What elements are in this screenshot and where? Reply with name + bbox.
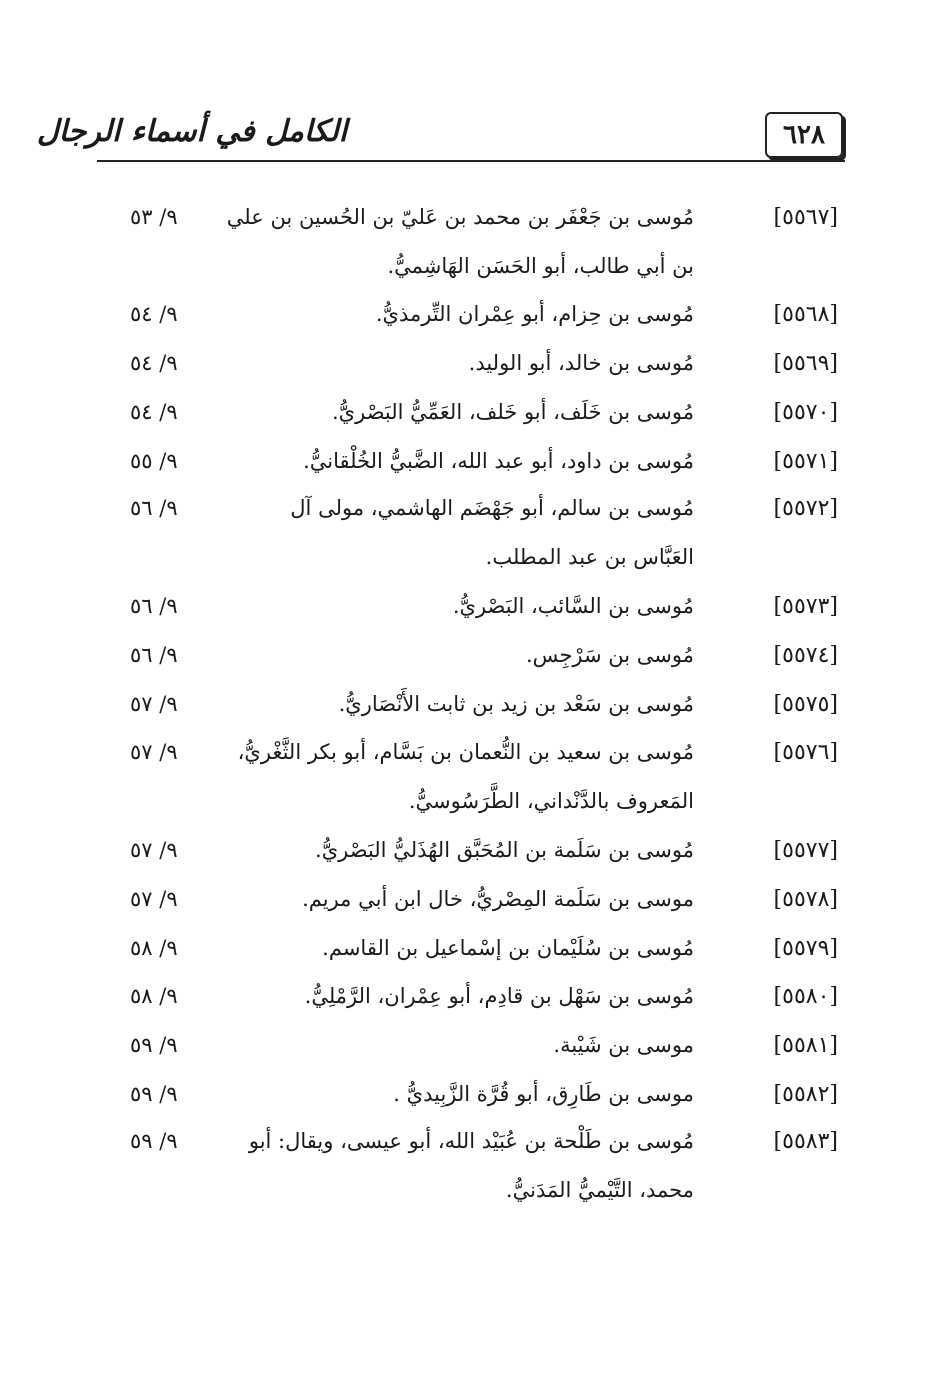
entry-code: [٥٥٧٨]: [773, 887, 838, 912]
entry-code: [٥٥٧٢]: [773, 496, 838, 521]
entry-name-line: مُوسى بن السَّائب، البَصْريُّ.: [452, 594, 694, 618]
entry-reference: ٩/ ٥٧: [130, 887, 178, 911]
entry-reference: ٩/ ٥٩: [130, 1082, 178, 1106]
entry-reference: ٩/ ٥٤: [130, 400, 178, 424]
entry-reference: ٩/ ٥٧: [130, 838, 178, 862]
entry-reference: ٩/ ٥٩: [130, 1033, 178, 1057]
entry-code: [٥٥٨٠]: [773, 984, 838, 1009]
entry-code: [٥٥٧٧]: [773, 838, 838, 863]
entry-name-line: العَبَّاس بن عبد المطلب.: [485, 545, 694, 569]
entry-name-line: موسى بن شَيْبة.: [553, 1033, 694, 1057]
entry-code: [٥٥٦٨]: [773, 302, 838, 327]
entry-name-line: مُوسى بن طَلْحة بن عُبَيْد الله، أبو عيسى، ويقال: أبو: [248, 1129, 694, 1153]
entry-reference: ٩/ ٥٧: [130, 740, 178, 764]
entry-name-line: محمد، التَّيْميُّ المَدَنيُّ.: [505, 1178, 694, 1202]
entry-reference: ٩/ ٥٦: [130, 643, 178, 667]
entry-name-line: مُوسى بن سعيد بن النُّعمان بن بَسَّام، أبو بكر الثَّغْريُّ،: [237, 740, 694, 764]
entry-name-line: مُوسى بن خَلَف، أبو خَلف، العَمِّيُّ البَصْريُّ.: [332, 400, 694, 424]
entry-name-line: مُوسى بن سالم، أبو جَهْضَم الهاشمي، مولى آل: [290, 496, 694, 520]
entry-name-line: بن أبي طالب، أبو الحَسَن الهَاشِميُّ.: [387, 254, 694, 278]
entry-name-line: مُوسى بن داود، أبو عبد الله، الضَّبيُّ الخُلْقانيُّ.: [303, 449, 694, 473]
entry-code: [٥٥٦٩]: [773, 351, 838, 376]
entry-reference: ٩/ ٥٤: [130, 302, 178, 326]
entry-name-line: مُوسى بن جَعْفَر بن محمد بن عَليّ بن الحُسين بن علي: [226, 205, 694, 229]
entry-code: [٥٥٦٧]: [773, 205, 838, 230]
entry-name-line: مُوسى بن خالد، أبو الوليد.: [468, 351, 694, 375]
entry-reference: ٩/ ٥٣: [130, 205, 178, 229]
entry-reference: ٩/ ٥٨: [130, 984, 178, 1008]
entry-name-line: موسى بن طَارِق، أبو قُرَّة الزَّبِيديُّ .: [393, 1082, 694, 1106]
entry-name-line: مُوسى بن سَهْل بن قادِم، أبو عِمْران، الرَّمْلِيُّ.: [304, 984, 694, 1008]
entry-reference: ٩/ ٥٧: [130, 692, 178, 716]
entry-reference: ٩/ ٥٦: [130, 594, 178, 618]
entry-code: [٥٥٧٥]: [773, 692, 838, 717]
entry-reference: ٩/ ٥٤: [130, 351, 178, 375]
entry-reference: ٩/ ٥٥: [130, 449, 178, 473]
entry-code: [٥٥٧٩]: [773, 936, 838, 961]
entry-name-line: مُوسى بن سَلَمة بن المُحَبَّق الهُذَليُّ البَصْريُّ.: [315, 838, 694, 862]
entry-code: [٥٥٧١]: [773, 449, 838, 474]
entry-code: [٥٥٧٦]: [773, 740, 838, 765]
entry-name-line: المَعروف بالدَّنْداني، الطَّرَسُوسيُّ.: [408, 789, 694, 813]
entry-code: [٥٥٨١]: [773, 1033, 838, 1058]
page-number: ٦٢٨: [765, 112, 843, 158]
entry-name-line: مُوسى بن سُلَيْمان بن إسْماعيل بن القاسم.: [322, 936, 694, 960]
entry-code: [٥٥٧٤]: [773, 643, 838, 668]
header-rule: [97, 160, 845, 162]
entry-code: [٥٥٧٣]: [773, 594, 838, 619]
entry-code: [٥٥٨٣]: [773, 1129, 838, 1154]
entry-code: [٥٥٨٢]: [773, 1082, 838, 1107]
entry-name-line: مُوسى بن حِزام، أبو عِمْران التِّرمذيُّ.: [375, 302, 694, 326]
entry-reference: ٩/ ٥٨: [130, 936, 178, 960]
entry-code: [٥٥٧٠]: [773, 400, 838, 425]
running-title: الكامل في أسماء الرجال: [36, 113, 348, 149]
entry-name-line: مُوسى بن سَعْد بن زيد بن ثابت الأَنْصَاريُّ.: [338, 692, 694, 716]
entry-name-line: مُوسى بن سَرْجِس.: [526, 643, 694, 667]
entry-reference: ٩/ ٥٦: [130, 496, 178, 520]
entry-reference: ٩/ ٥٩: [130, 1129, 178, 1153]
entry-name-line: موسى بن سَلَمة المِصْريُّ، خال ابن أبي مريم.: [302, 887, 694, 911]
